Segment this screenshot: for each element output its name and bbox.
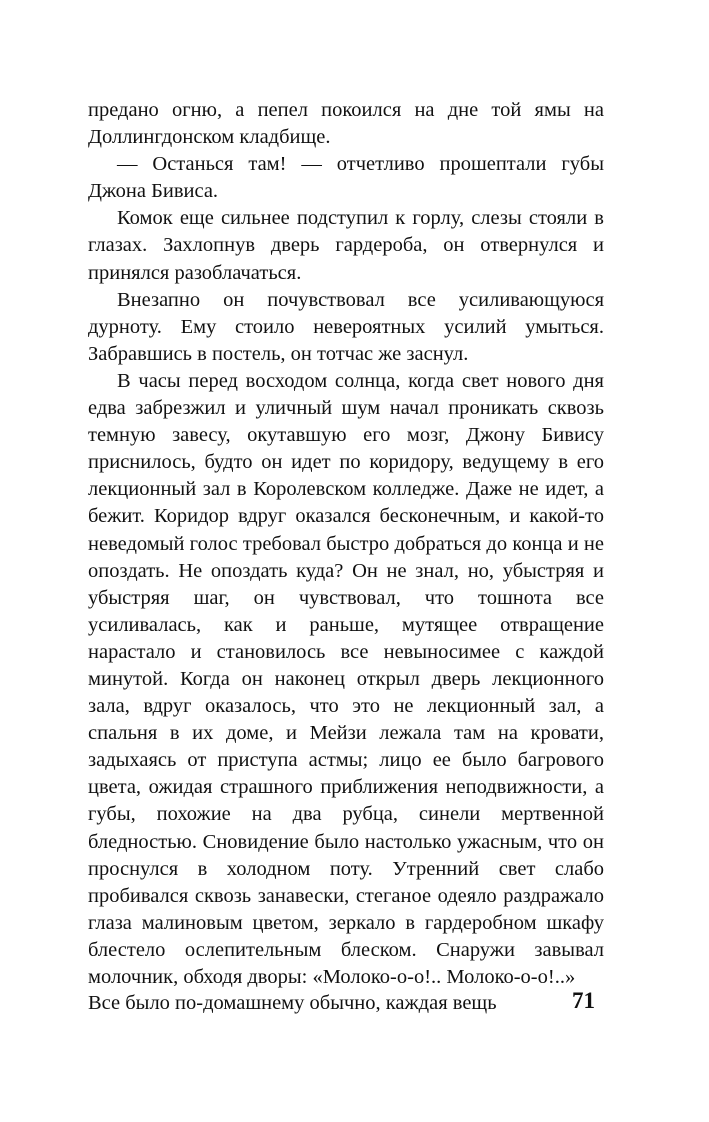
last-line-text: Все было по-домашнему обычно, каждая вещь [88,992,497,1014]
body-text [88,97,604,991]
paragraph-4: Внезапно он почувствовал все усиливающуюся дурноту. Ему стоило невероятных усилий умыться. Забравшись в постель, он тотчас же заснул. [88,288,604,365]
paragraph-1: предано огню, а пепел покоился на дне той ямы на Доллингдонском кладбище. [88,99,604,149]
paragraph-3: Комок еще сильнее подступил к горлу, слезы стояли в глазах. Захлопнув дверь гардероба, он отвернулся и принялся разоблачаться. [88,207,604,284]
page-number: 71 [572,988,595,1013]
paragraph-5: В часы перед восходом солнца, когда свет нового дня едва забрезжил и уличный шум начал проникать сквозь темную завесу, окутавшую его мозг, Джону Бивису приснилось, будто он идет по коридору, ведущему в его лекционный зал в Королевском колледже. Даже не идет, а бежит. Коридор вдруг оказался бесконечным, и какой-то неведомый голос требовал быстро добраться до конца и не опоздать. Не опоздать куда? Он не знал, но, убыстряя и убыстряя шаг, он чувствовал, что тошнота все усиливалась, как и раньше, мутящее отвращение нарастало и становилось все невыносимее с каждой минутой. Когда он наконец открыл дверь лекционного зала, вдруг оказалось, что это не лекционный зал, а спальня в их доме, и Мейзи лежала там на кровати, задыхаясь от приступа астмы; лицо ее было багрового цвета, ожидая страшного приближения неподвижности, а губы, похожие на два рубца, синели мертвенной бледностью. Сновидение было настолько ужасным, что он проснулся в холодном поту. Утренний свет слабо пробивался сквозь занавески, стеганое одеяло раздражало глаза малиновым цветом, зеркало в гардеробном шкафу блестело ослепительным блеском. Снаружи завывал молочник, обходя дворы: «Молоко-о-о!.. Молоко-о-о!..» [88,369,604,988]
paragraph-2: — Останься там! — отчетливо прошептали губы Джона Бивиса. [88,153,604,203]
